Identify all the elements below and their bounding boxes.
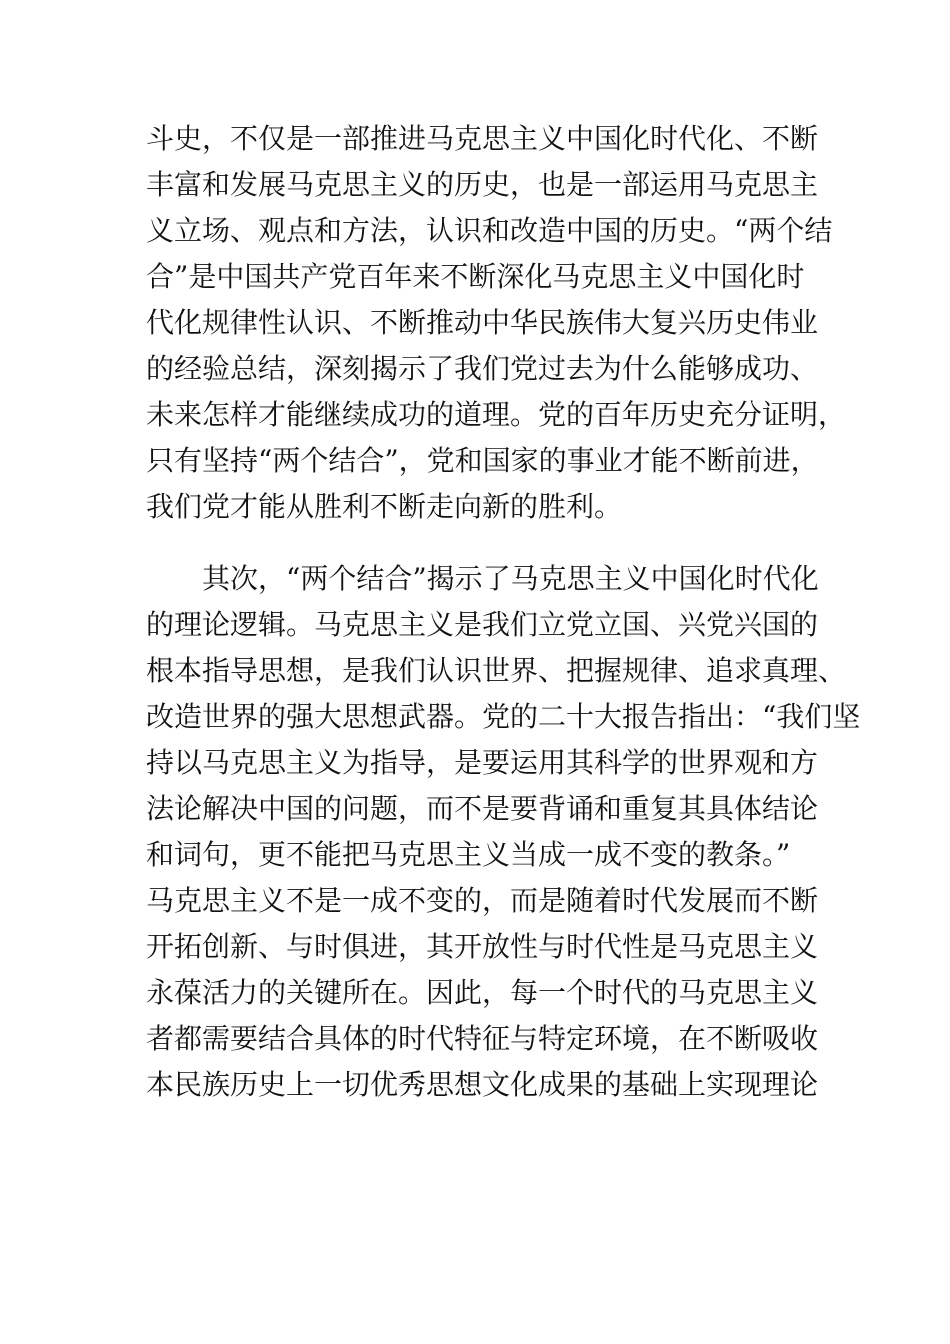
text-line: 的经验总结，深刻揭示了我们党过去为什么能够成功、 — [146, 352, 819, 385]
text-line: 的理论逻辑。马克思主义是我们立党立国、兴党兴国的 — [146, 608, 819, 641]
text-line: 义立场、观点和方法，认识和改造中国的历史。“两个结 — [146, 214, 833, 247]
text-line: 根本指导思想，是我们认识世界、把握规律、追求真理、 — [146, 654, 847, 687]
text-line: 永葆活力的关键所在。因此，每一个时代的马克思主义 — [146, 976, 819, 1009]
text-line-indented: 其次，“两个结合”揭示了马克思主义中国化时代化 — [202, 562, 819, 595]
text-line: 代化规律性认识、不断推动中华民族伟大复兴历史伟业 — [146, 306, 819, 339]
text-line: 和词句，更不能把马克思主义当成一成不变的教条。” — [146, 838, 791, 871]
text-line: 只有坚持“两个结合”，党和国家的事业才能不断前进， — [146, 444, 819, 477]
paragraph-1 — [146, 116, 847, 530]
text-line: 改造世界的强大思想武器。党的二十大报告指出：“我们坚 — [146, 700, 861, 733]
text-line: 开拓创新、与时俱进，其开放性与时代性是马克思主义 — [146, 930, 819, 963]
text-line: 合”是中国共产党百年来不断深化马克思主义中国化时 — [146, 260, 805, 293]
text-line: 本民族历史上一切优秀思想文化成果的基础上实现理论 — [146, 1068, 819, 1101]
text-line: 持以马克思主义为指导，是要运用其科学的世界观和方 — [146, 746, 819, 779]
text-line: 马克思主义不是一成不变的，而是随着时代发展而不断 — [146, 884, 819, 917]
text-line: 者都需要结合具体的时代特征与特定环境，在不断吸收 — [146, 1022, 819, 1055]
text-line: 丰富和发展马克思主义的历史，也是一部运用马克思主 — [146, 168, 819, 201]
text-line: 法论解决中国的问题，而不是要背诵和重复其具体结论 — [146, 792, 819, 825]
text-line: 我们党才能从胜利不断走向新的胜利。 — [146, 490, 623, 523]
text-line: 未来怎样才能继续成功的道理。党的百年历史充分证明， — [146, 398, 847, 431]
text-line: 斗史，不仅是一部推进马克思主义中国化时代化、不断 — [146, 122, 819, 155]
paragraph-2 — [146, 556, 861, 1108]
